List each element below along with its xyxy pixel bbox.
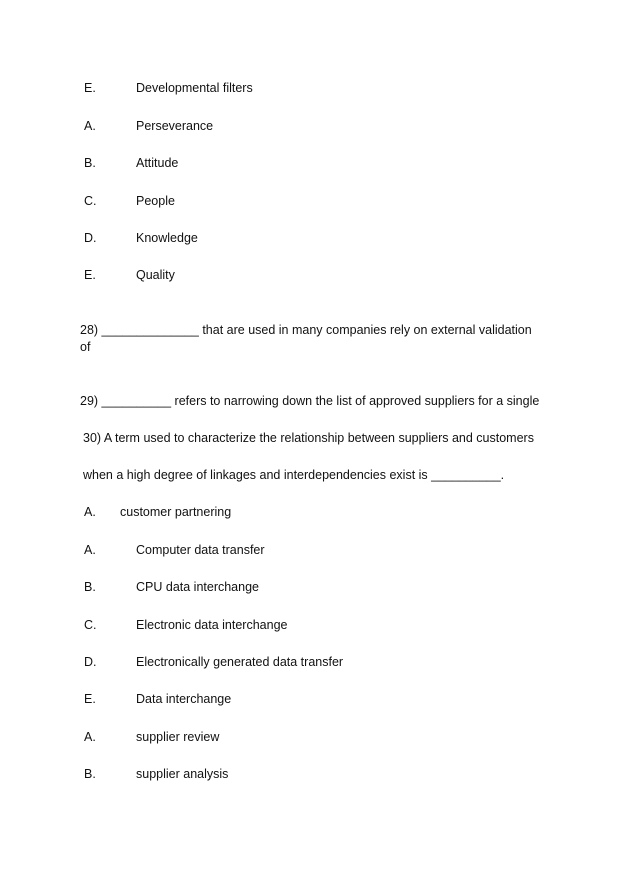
option-letter: E. — [84, 692, 96, 706]
option-letter: B. — [84, 767, 96, 781]
option-letter: A. — [84, 119, 96, 133]
option-letter: B. — [84, 156, 96, 170]
option-text: People — [136, 194, 175, 208]
option-text: Quality — [136, 268, 175, 282]
option-line — [84, 729, 219, 745]
option-text: Data interchange — [136, 692, 232, 706]
option-letter: D. — [84, 655, 97, 669]
option-letter: B. — [84, 580, 96, 594]
option-line — [84, 267, 175, 283]
option-letter: C. — [84, 618, 97, 632]
option-text: supplier review — [136, 730, 220, 744]
option-letter: A. — [84, 543, 96, 557]
option-text: CPU data interchange — [136, 580, 259, 594]
option-line — [84, 118, 213, 134]
option-text: customer partnering — [120, 505, 232, 519]
option-line — [84, 579, 259, 595]
option-text: Electronic data interchange — [136, 618, 288, 632]
option-letter: E. — [84, 268, 96, 282]
option-text: Developmental filters — [136, 81, 253, 95]
question-29: 29) __________ refers to narrowing down the list of approved suppliers for a single — [80, 394, 540, 408]
option-line — [84, 691, 231, 707]
option-line — [84, 617, 287, 633]
option-line — [84, 230, 198, 246]
option-line — [84, 504, 231, 520]
option-letter: A. — [84, 505, 96, 519]
option-text: Computer data transfer — [136, 543, 265, 557]
option-text: Perseverance — [136, 119, 214, 133]
question-28-line-2: of — [80, 340, 91, 354]
option-letter: C. — [84, 194, 97, 208]
option-text: supplier analysis — [136, 767, 229, 781]
option-line — [84, 193, 175, 209]
option-letter: E. — [84, 81, 96, 95]
option-line — [84, 155, 178, 171]
question-28-line-1: 28) ______________ that are used in many companies rely on external validation — [80, 323, 532, 337]
option-text: Attitude — [136, 156, 179, 170]
option-line — [84, 542, 265, 558]
option-text: Knowledge — [136, 231, 198, 245]
option-text: Electronically generated data transfer — [136, 655, 344, 669]
option-letter: D. — [84, 231, 97, 245]
option-letter: A. — [84, 730, 96, 744]
option-line — [84, 80, 253, 96]
option-line — [84, 766, 228, 782]
question-30-line-1: 30) A term used to characterize the relationship between suppliers and customers — [83, 431, 534, 445]
option-line — [84, 654, 343, 670]
question-30-line-2: when a high degree of linkages and interdependencies exist is __________. — [83, 468, 505, 482]
